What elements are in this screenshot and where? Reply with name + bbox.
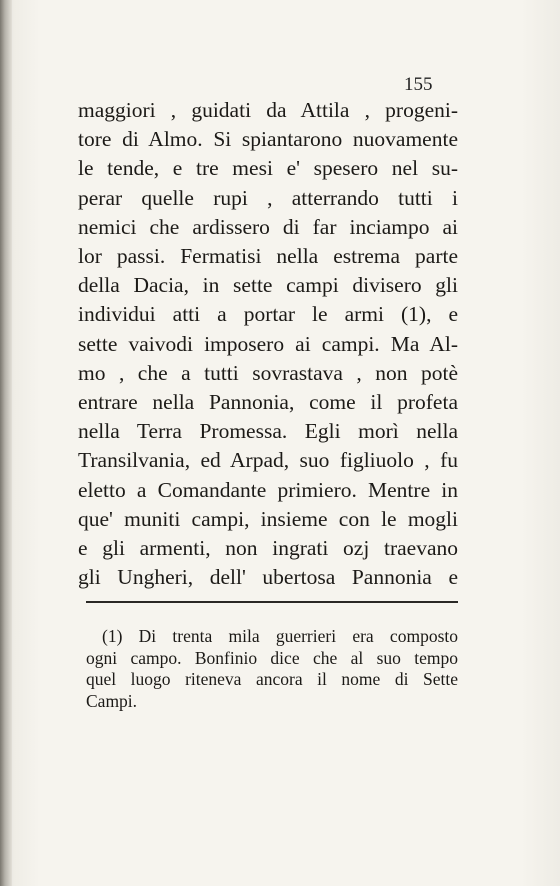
book-spine-shadow: [0, 0, 12, 886]
footnote-line: quel luogo riteneva ancora il nome di Sette: [86, 669, 458, 689]
body-line: nella Terra Promessa. Egli morì nella: [78, 419, 458, 444]
body-line: perar quelle rupi , atterrando tutti i: [78, 185, 458, 210]
footnote-line: ogni campo. Bonfinio dice che al suo tempo: [86, 647, 458, 668]
body-line: nemici che ardissero di far inciampo ai: [78, 214, 458, 239]
body-line: entrare nella Pannonia, come il profeta: [78, 390, 458, 415]
body-line: della Dacia, in sette campi divisero gli: [78, 273, 458, 298]
body-line: tore di Almo. Si spiantarono nuovamente: [78, 127, 458, 152]
body-text: [78, 96, 458, 592]
body-line: e gli armenti, non ingrati ozj traevano: [78, 536, 458, 561]
page-number: 155: [404, 74, 433, 95]
body-line: sette vaivodi imposero ai campi. Ma Al-: [78, 331, 458, 356]
body-line: eletto a Comandante primiero. Mentre in: [78, 477, 458, 502]
footnote-line: Campi.: [86, 690, 138, 711]
body-line: maggiori , guidati da Attila , progeni-: [78, 98, 458, 122]
body-line: le tende, e tre mesi e' spesero nel su-: [78, 156, 458, 181]
body-line: Transilvania, ed Arpad, suo figliuolo , fu: [78, 448, 458, 473]
body-line: individui atti a portar le armi (1), e: [78, 302, 458, 327]
body-line: mo , che a tutti sovrastava , non potè: [78, 360, 458, 385]
body-line: gli Ungheri, dell' ubertosa Pannonia e: [78, 565, 458, 590]
footnote-divider: [86, 601, 458, 603]
body-line: lor passi. Fermatisi nella estrema parte: [78, 244, 458, 269]
body-line: que' muniti campi, insieme con le mogli: [78, 506, 458, 531]
footnote-line: (1) Di trenta mila guerrieri era composto: [102, 626, 458, 646]
footnote: [86, 626, 458, 712]
